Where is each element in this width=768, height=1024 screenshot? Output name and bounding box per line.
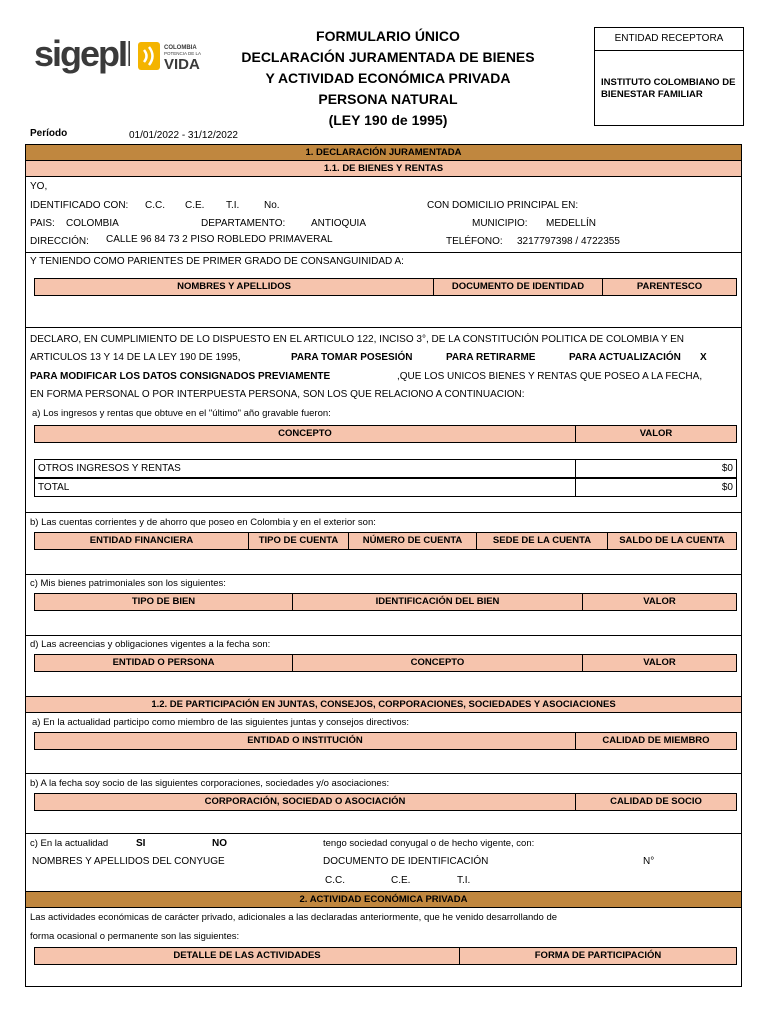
departamento-value: ANTIOQUIA (311, 218, 367, 229)
ce-option[interactable]: C.E. (185, 200, 205, 211)
logo-potencia-text: POTENCIA DE LA (164, 51, 202, 56)
juntas-table-header (34, 732, 737, 750)
actualizacion-mark: X (700, 352, 707, 363)
si-option[interactable]: SI (136, 838, 146, 849)
table-row (34, 459, 737, 478)
direccion-value: CALLE 96 84 73 2 PISO ROBLEDO PRIMAVERAL (106, 234, 333, 245)
form-title-line-3: Y ACTIVIDAD ECONÓMICA PRIVADA (265, 70, 511, 86)
bienes-label: c) Mis bienes patrimoniales son los siguientes: (30, 578, 226, 589)
cc-option[interactable]: C.C. (145, 200, 165, 211)
row-valor: $0 (721, 463, 733, 474)
col-identificacion-bien: IDENTIFICACIÓN DEL BIEN (293, 594, 583, 610)
col-documento: DOCUMENTO DE IDENTIDAD (434, 279, 603, 295)
conyuge-ce-option[interactable]: C.E. (391, 875, 411, 886)
telefono-value: 3217797398 / 4722355 (517, 236, 620, 247)
direccion-label: DIRECCIÓN: (30, 236, 89, 247)
ingresos-table-header (34, 425, 737, 443)
departamento-label: DEPARTAMENTO: (201, 218, 286, 229)
col-saldo-cuenta: SALDO DE LA CUENTA (619, 535, 725, 546)
pais-value: COLOMBIA (66, 218, 119, 229)
row-valor: $0 (721, 482, 733, 493)
declaro-line-4: EN FORMA PERSONAL O POR INTERPUESTA PERSONA, SON LOS QUE RELACIONO A CONTINUACION: (30, 389, 525, 400)
declaration-form (25, 144, 742, 987)
conyugal-label: c) En la actualidad (30, 838, 109, 849)
pais-label: PAIS: (30, 218, 55, 229)
sigep-logo-text: sigepII (34, 34, 130, 74)
section-1-1-title: 1.1. DE BIENES Y RENTAS (26, 161, 741, 177)
entidad-receptora-box (594, 27, 744, 126)
modificar-option[interactable]: PARA MODIFICAR LOS DATOS CONSIGNADOS PREVIAMENTE (30, 371, 331, 382)
domicilio-label: CON DOMICILIO PRINCIPAL EN: (427, 200, 579, 211)
yo-label: YO, (30, 181, 48, 192)
col-detalle-actividades: DETALLE DE LAS ACTIVIDADES (35, 948, 460, 964)
identificado-label: IDENTIFICADO CON: (30, 200, 129, 211)
declaro-line-2: ARTICULOS 13 Y 14 DE LA LEY 190 DE 1995, (30, 352, 241, 363)
colombia-potencia-vida-logo (138, 42, 212, 75)
conyuge-cc-option[interactable]: C.C. (325, 875, 345, 886)
section-1-2-title: 1.2. DE PARTICIPACIÓN EN JUNTAS, CONSEJOS, CORPORACIONES, SOCIEDADES Y ASOCIACIONES (26, 697, 741, 713)
table-row (34, 478, 737, 497)
ti-option[interactable]: T.I. (226, 200, 240, 211)
municipio-label: MUNICIPIO: (472, 218, 528, 229)
col-numero-cuenta: NÚMERO DE CUENTA (349, 533, 477, 549)
actualizacion-option[interactable]: PARA ACTUALIZACIÓN (569, 352, 681, 363)
municipio-value: MEDELLÍN (546, 218, 597, 229)
declaro-line-3: ,QUE LOS UNICOS BIENES Y RENTAS QUE POSEO A LA FECHA, (397, 371, 703, 382)
col-entidad-financiera: ENTIDAD FINANCIERA (35, 533, 249, 549)
col-nombres: NOMBRES Y APELLIDOS (35, 279, 434, 295)
row-concepto: TOTAL (35, 479, 576, 496)
entidad-receptora-value: INSTITUTO COLOMBIANO DE BIENESTAR FAMILIAR (601, 77, 736, 100)
periodo-label: Período (30, 128, 68, 139)
telefono-label: TELÉFONO: (446, 236, 503, 247)
col-calidad-miembro: CALIDAD DE MIEMBRO (602, 735, 710, 746)
form-title-line-4: PERSONA NATURAL (318, 91, 458, 107)
acreencias-table-header (34, 654, 737, 672)
form-title-line-5: (LEY 190 de 1995) (328, 112, 448, 128)
acreencias-label: d) Las acreencias y obligaciones vigentes a la fecha son: (30, 639, 271, 650)
numero-conyuge-label: N° (643, 856, 655, 867)
nombres-conyuge-label: NOMBRES Y APELLIDOS DEL CONYUGE (32, 856, 225, 867)
col-tipo-bien: TIPO DE BIEN (35, 594, 293, 610)
actividades-table-header (34, 947, 737, 965)
actividad-text-1: Las actividades económicas de carácter privado, adicionales a las declaradas anteriormente, que he venido desarrollando de (30, 912, 558, 923)
col-entidad-persona: ENTIDAD O PERSONA (35, 655, 293, 671)
col-corporacion: CORPORACIÓN, SOCIEDAD O ASOCIACIÓN (35, 794, 576, 810)
col-entidad-institucion: ENTIDAD O INSTITUCIÓN (35, 733, 576, 749)
form-title-line-2: DECLARACIÓN JURAMENTADA DE BIENES (241, 49, 535, 65)
periodo-value: 01/01/2022 - 31/12/2022 (129, 130, 238, 141)
parientes-table-header (34, 278, 737, 296)
conyugal-text: tengo sociedad conyugal o de hecho vigente, con: (323, 838, 535, 849)
form-title-line-1: FORMULARIO ÚNICO (316, 28, 460, 44)
juntas-label: a) En la actualidad participo como miembro de las siguientes juntas y consejos directivos: (32, 717, 410, 728)
ingresos-label: a) Los ingresos y rentas que obtuve en el "último" año gravable fueron: (32, 408, 331, 419)
col-concepto: CONCEPTO (35, 426, 576, 442)
col-tipo-cuenta: TIPO DE CUENTA (249, 533, 349, 549)
section-1-title: 1. DECLARACIÓN JURAMENTADA (26, 145, 741, 161)
logo-vida-text: VIDA (164, 56, 200, 72)
section-2-title: 2. ACTIVIDAD ECONÓMICA PRIVADA (26, 892, 741, 908)
row-concepto: OTROS INGRESOS Y RENTAS (35, 460, 576, 477)
cuentas-table-header (34, 532, 737, 550)
col-valor: VALOR (639, 428, 673, 439)
col-concepto-acreencia: CONCEPTO (293, 655, 583, 671)
declaro-line-1: DECLARO, EN CUMPLIMIENTO DE LO DISPUESTO EN EL ARTICULO 122, INCISO 3°, DE LA CONSTITUCIÓN POLITICA DE COLOMBIA Y EN (30, 334, 684, 345)
col-valor-acreencia: VALOR (643, 657, 676, 668)
conyuge-ti-option[interactable]: T.I. (457, 875, 471, 886)
col-forma-participacion: FORMA DE PARTICIPACIÓN (534, 950, 662, 961)
col-calidad-socio: CALIDAD DE SOCIO (610, 796, 702, 807)
actividad-text-2: forma ocasional o permanente son las siguientes: (30, 931, 240, 942)
logo-colombia-text: COLOMBIA (164, 45, 197, 51)
col-sede-cuenta: SEDE DE LA CUENTA (477, 533, 608, 549)
retirarme-option[interactable]: PARA RETIRARME (446, 352, 536, 363)
cuentas-label: b) Las cuentas corrientes y de ahorro que poseo en Colombia y en el exterior son: (30, 517, 376, 528)
col-valor-bien: VALOR (643, 596, 676, 607)
numero-label: No. (264, 200, 280, 211)
sigep-logo (34, 34, 130, 77)
documento-identificacion-label: DOCUMENTO DE IDENTIFICACIÓN (323, 856, 489, 867)
bienes-table-header (34, 593, 737, 611)
no-option[interactable]: NO (212, 838, 227, 849)
posesion-option[interactable]: PARA TOMAR POSESIÓN (291, 352, 413, 363)
entidad-receptora-label: ENTIDAD RECEPTORA (595, 28, 743, 51)
col-parentesco: PARENTESCO (636, 281, 703, 292)
socio-table-header (34, 793, 737, 811)
parientes-label: Y TENIENDO COMO PARIENTES DE PRIMER GRADO DE CONSANGUINIDAD A: (30, 256, 404, 267)
socio-label: b) A la fecha soy socio de las siguientes corporaciones, sociedades y/o asociaciones: (30, 778, 390, 789)
